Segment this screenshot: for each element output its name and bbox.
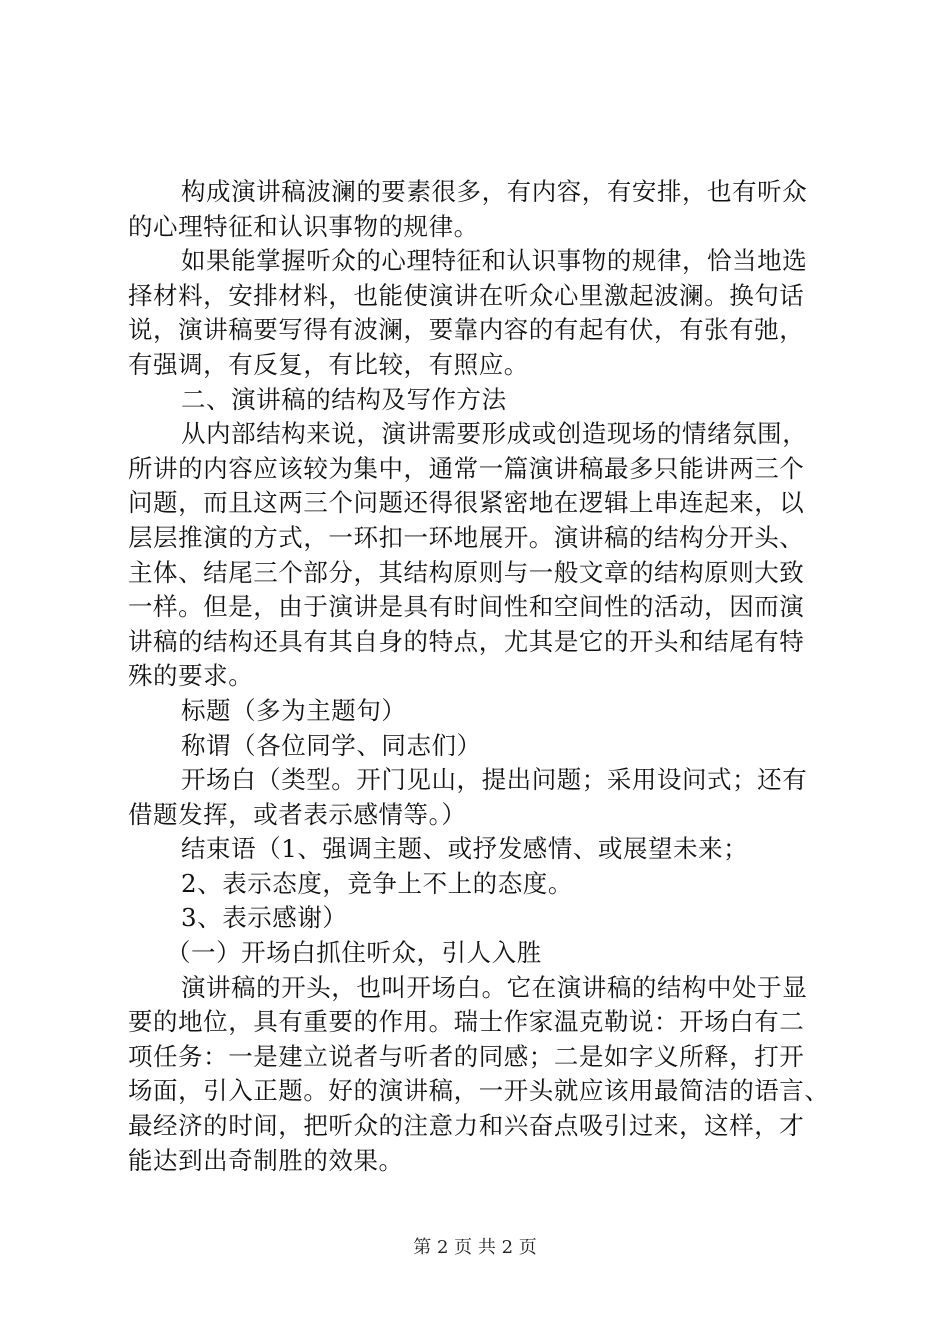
text-line: 问题，而且这两三个问题还得很紧密地在逻辑上串连起来，以: [128, 488, 805, 518]
page-number-footer: 第 2 页 共 2 页: [413, 1237, 537, 1258]
text-line: 主体、结尾三个部分，其结构原则与一般文章的结构原则大致: [128, 557, 805, 587]
text-line: 开场白（类型。开门见山，提出问题；采用设问式；还有: [181, 765, 808, 795]
text-line: 如果能掌握听众的心理特征和认识事物的规律，恰当地选: [181, 246, 808, 276]
text-line: 从内部结构来说，演讲需要形成或创造现场的情绪氛围，: [181, 419, 808, 449]
text-line: 讲稿的结构还具有其自身的特点，尤其是它的开头和结尾有特: [128, 626, 805, 656]
subsection-heading: （一）开场白抓住听众，引人入胜: [166, 938, 542, 968]
text-line: 说，演讲稿要写得有波澜，要靠内容的有起有伏，有张有弛，: [128, 315, 805, 345]
text-line: 能达到出奇制胜的效果。: [128, 1145, 404, 1175]
section-heading: 二、演讲稿的结构及写作方法: [181, 384, 507, 414]
text-line: 所讲的内容应该较为集中，通常一篇演讲稿最多只能讲两三个: [128, 453, 805, 483]
text-line: 称谓（各位同学、同志们）: [181, 730, 482, 760]
text-line: 层层推演的方式，一环扣一环地展开。演讲稿的结构分开头、: [128, 522, 805, 552]
text-line: 构成演讲稿波澜的要素很多，有内容，有安排，也有听众: [181, 177, 808, 206]
text-line: 择材料，安排材料，也能使演讲在听众心里激起波澜。换句话: [128, 280, 805, 310]
text-line: 借题发挥，或者表示感情等。）: [128, 799, 467, 829]
document-body: [128, 175, 838, 1178]
text-line: 结束语（1、强调主题、或抒发感情、或展望未来；: [181, 834, 749, 864]
text-line: 2、表示态度，竞争上不上的态度。: [181, 868, 573, 898]
text-line: 最经济的时间，把听众的注意力和兴奋点吸引过来，这样，才: [128, 1111, 805, 1141]
text-line: 演讲稿的开头，也叫开场白。它在演讲稿的结构中处于显: [181, 972, 808, 1002]
text-line: 场面，引入正题。好的演讲稿，一开头就应该用最简洁的语言、: [128, 1076, 830, 1106]
text-line: 有强调，有反复，有比较，有照应。: [128, 349, 529, 379]
text-line: 标题（多为主题句）: [181, 695, 407, 725]
text-line: 3、表示感谢）: [181, 903, 348, 933]
text-line: 项任务：一是建立说者与听者的同感；二是如字义所释，打开: [128, 1041, 805, 1071]
text-line: 殊的要求。: [128, 661, 254, 691]
text-line: 的心理特征和认识事物的规律。: [128, 211, 479, 241]
text-line: 要的地位，具有重要的作用。瑞士作家温克勒说：开场白有二: [128, 1007, 805, 1037]
text-line: 一样。但是，由于演讲是具有时间性和空间性的活动，因而演: [128, 592, 805, 622]
